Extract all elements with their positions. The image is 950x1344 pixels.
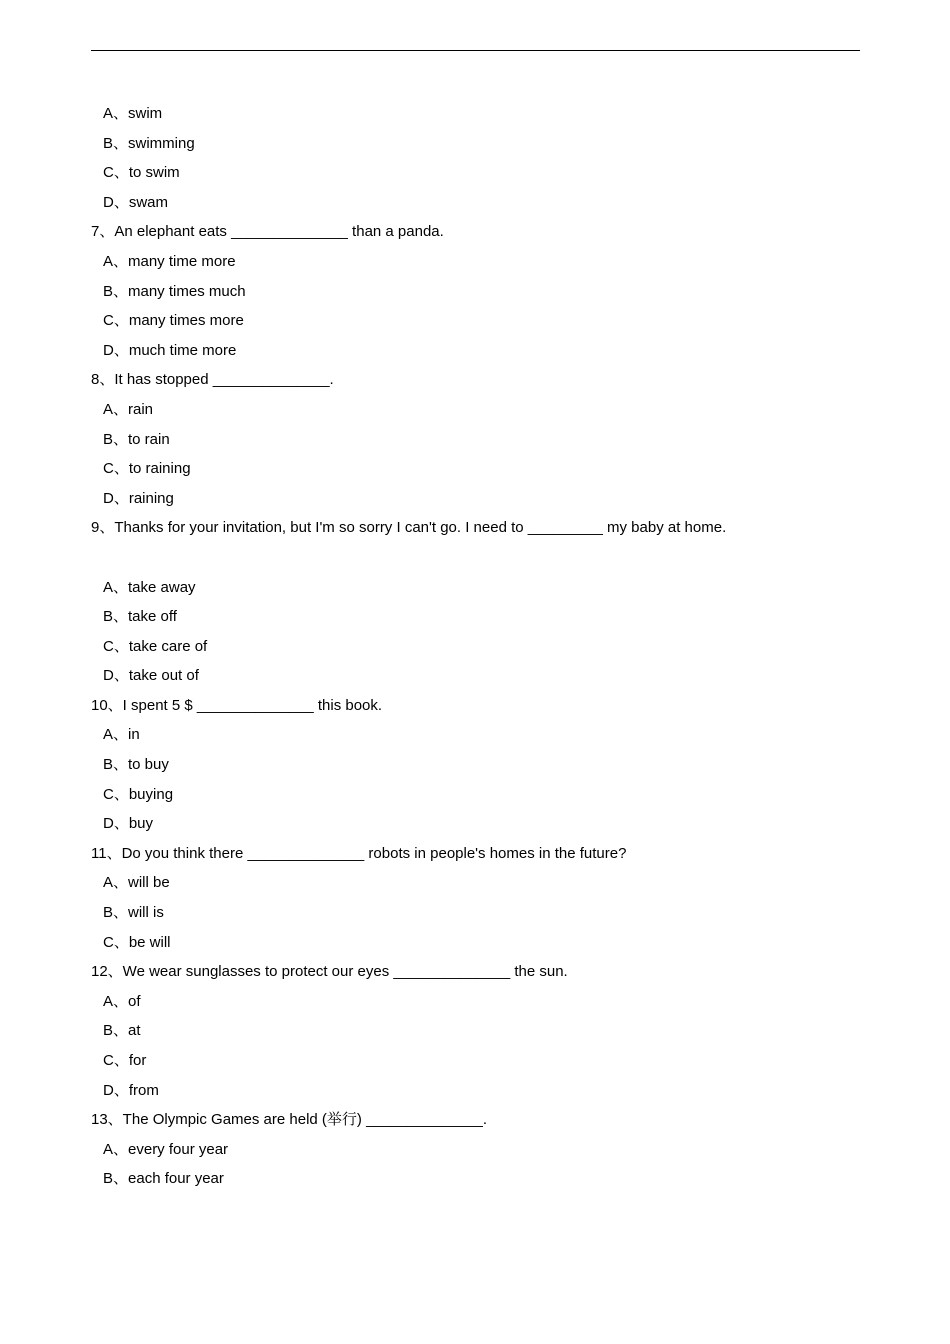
option-d: D、buy [103, 815, 154, 833]
option-d: D、much time more [103, 341, 237, 359]
blank-line [91, 543, 860, 573]
question-9 [91, 513, 860, 691]
option-c: C、for [103, 1052, 147, 1069]
option-b: B、to buy [103, 756, 169, 774]
prev-question-options [91, 99, 860, 217]
option-d: D、swam [103, 193, 169, 211]
option-a: A、many time more [103, 252, 236, 270]
option-a: A、will be [103, 874, 170, 892]
header-rule [91, 50, 860, 51]
option-b: B、many times much [103, 282, 246, 300]
option-b: B、at [103, 1022, 141, 1040]
question-13 [91, 1105, 860, 1194]
option-a: A、swim [103, 105, 163, 122]
question-text: 9、Thanks for your invitation, but I'm so sorry I can't go. I need to _________ my baby at home. [91, 519, 727, 537]
question-text: 10、I spent 5 $ ______________ this book. [91, 696, 383, 714]
question-text: 11、Do you think there ______________ robots in people's homes in the future? [91, 844, 627, 862]
option-c: C、to swim [103, 164, 180, 182]
option-b: B、will is [103, 904, 164, 922]
option-a: A、every four year [103, 1140, 229, 1158]
option-a: A、in [103, 726, 140, 744]
option-c: C、to raining [103, 460, 191, 478]
option-a: A、rain [103, 400, 154, 418]
option-a: A、take away [103, 578, 196, 596]
question-10 [91, 691, 860, 839]
option-c: C、buying [103, 785, 174, 803]
option-c: C、take care of [103, 637, 208, 655]
option-d: D、from [103, 1081, 159, 1099]
question-text: 8、It has stopped ______________. [91, 371, 334, 389]
option-a: A、of [103, 992, 141, 1010]
question-text: 13、The Olympic Games are held (举行) ______________. [91, 1111, 488, 1129]
option-c: C、be will [103, 933, 171, 951]
question-text: 12、We wear sunglasses to protect our eyes ______________ the sun. [91, 963, 568, 981]
option-d: D、take out of [103, 667, 199, 685]
document-body [91, 99, 860, 1194]
question-text: 7、An elephant eats ______________ than a panda. [91, 223, 444, 241]
option-d: D、raining [103, 489, 174, 507]
question-11 [91, 839, 860, 957]
option-b: B、swimming [103, 134, 195, 152]
question-12 [91, 957, 860, 1105]
option-b: B、take off [103, 608, 177, 626]
option-b: B、each four year [103, 1170, 224, 1188]
question-7 [91, 217, 860, 365]
option-b: B、to rain [103, 430, 170, 448]
question-8 [91, 365, 860, 513]
option-c: C、many times more [103, 312, 244, 330]
